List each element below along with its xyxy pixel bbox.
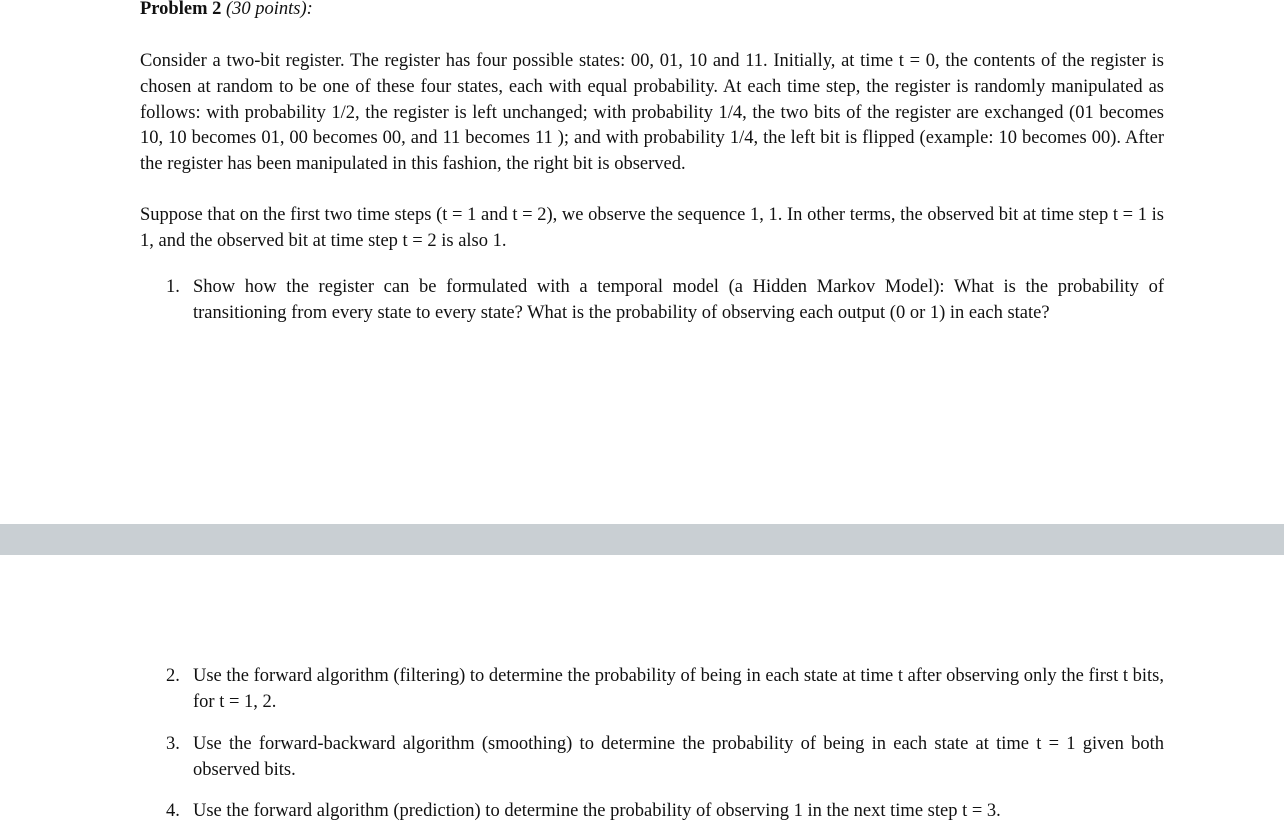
problem-label: Problem 2	[140, 0, 222, 19]
question-text: Show how the register can be formulated with a temporal model (a Hidden Markov Model): What is the probability of transitioning from every state to every state? What is the probability of observing each output (0 or 1) in each state?	[193, 277, 1164, 323]
question-number: 3.	[166, 734, 180, 754]
question-item	[166, 799, 1164, 825]
question-text: Use the forward algorithm (filtering) to determine the probability of being in each state at time t after observing only the first t bits, for t = 1, 2.	[193, 666, 1164, 712]
question-number: 4.	[166, 801, 180, 821]
question-text: Use the forward-backward algorithm (smoothing) to determine the probability of being in each state at time t = 1 given both observed bits.	[193, 734, 1164, 780]
question-item	[166, 664, 1164, 715]
question-item	[166, 732, 1164, 783]
page-divider	[0, 524, 1284, 555]
question-number: 2.	[166, 666, 180, 686]
question-number: 1.	[166, 277, 180, 297]
intro-paragraph: Consider a two-bit register. The register has four possible states: 00, 01, 10 and 11. Initially, at time t = 0, the contents of the register is chosen at random to be one of these four states, each with equal probability. At each time step, the register is randomly manipulated as follows: with probability 1/2, the register is left unchanged; with probability 1/4, the two bits of the register are exchanged (01 becomes 10, 10 becomes 01, 00 becomes 00, and 11 becomes 11 ); and with probability 1/4, the left bit is flipped (example: 10 becomes 00). After the register has been manipulated in this fashion, the right bit is observed.	[140, 51, 1164, 175]
problem-points: (30 points):	[225, 0, 313, 19]
problem-heading	[140, 0, 313, 21]
question-item	[166, 275, 1164, 326]
question-text: Use the forward algorithm (prediction) to determine the probability of observing 1 in the next time step t = 3.	[193, 801, 1001, 821]
observation-paragraph: Suppose that on the first two time steps (t = 1 and t = 2), we observe the sequence 1, 1. In other terms, the observed bit at time step t = 1 is 1, and the observed bit at time step t = 2 is also 1.	[140, 205, 1164, 251]
